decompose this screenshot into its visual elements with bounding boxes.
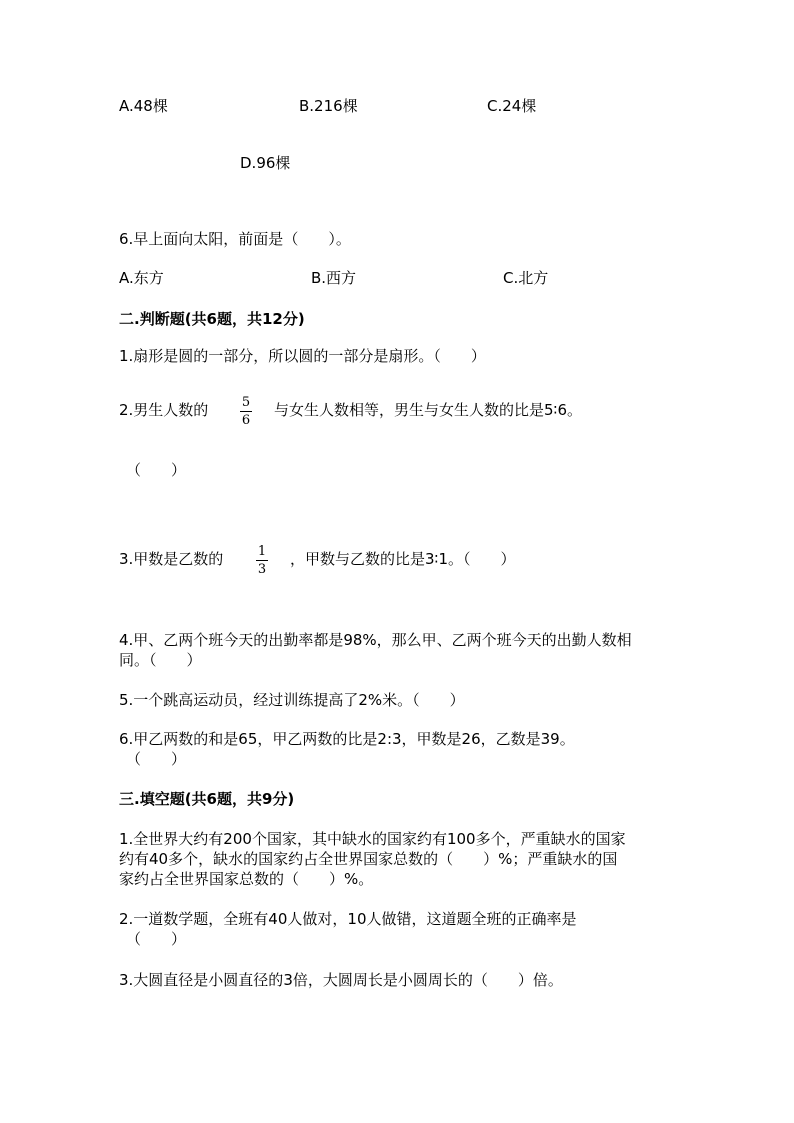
s3-q1-line3: 家约占全世界国家总数的（ ）%。: [119, 870, 374, 888]
s3-q2: [119, 909, 679, 949]
fraction-bar: [256, 560, 268, 561]
s2-q3-after: ，甲数与乙数的比是3∶1。（ ）: [290, 550, 516, 568]
q5-option-c: C.24棵: [487, 97, 537, 115]
s3-q2-line1: 2.一道数学题，全班有40人做对，10人做错，这道题全班的正确率是: [119, 910, 577, 928]
s3-q1: [119, 829, 679, 889]
s2-q3-before: 3.甲数是乙数的: [119, 550, 224, 568]
s2-q4: [119, 630, 679, 670]
q6-option-a: A.东方: [119, 269, 164, 287]
fraction-denominator: 3: [257, 562, 267, 577]
s2-q2-before: 2.男生人数的: [119, 401, 209, 419]
q6-option-c: C.北方: [503, 269, 549, 287]
s3-q1-line1: 1.全世界大约有200个国家，其中缺水的国家约有100多个，严重缺水的国家: [119, 830, 626, 848]
q6-stem: 6.早上面向太阳，前面是（ ）。: [119, 230, 351, 248]
q5-option-b: B.216棵: [299, 97, 358, 115]
s2-q6-line1: 6.甲乙两数的和是65，甲乙两数的比是2:3，甲数是26，乙数是39。: [119, 730, 575, 748]
s3-q2-line2: （ ）: [126, 930, 187, 948]
q6-option-b: B.西方: [311, 269, 357, 287]
s2-q4-line2: 同。（ ）: [119, 651, 202, 669]
fraction-denominator: 6: [241, 413, 251, 428]
s2-q1: 1.扇形是圆的一部分，所以圆的一部分是扇形。（ ）: [119, 347, 486, 365]
section3-heading: 三.填空题(共6题，共9分): [119, 790, 295, 808]
s2-q4-line1: 4.甲、乙两个班今天的出勤率都是98%，那么甲、乙两个班今天的出勤人数相: [119, 631, 632, 649]
fraction-numerator: 5: [241, 395, 251, 410]
s2-q2-after: 与女生人数相等，男生与女生人数的比是5∶6。: [274, 401, 582, 419]
s3-q3: 3.大圆直径是小圆直径的3倍，大圆周长是小圆周长的（ ）倍。: [119, 971, 563, 989]
s2-q6: [119, 729, 679, 769]
s2-q2-fraction: [238, 395, 254, 428]
s2-q2-blank: （ ）: [126, 461, 187, 479]
q5-option-a: A.48棵: [119, 97, 168, 115]
fraction-bar: [240, 411, 252, 412]
s2-q6-line2: （ ）: [126, 750, 187, 768]
s2-q5: 5.一个跳高运动员，经过训练提高了2%米。（ ）: [119, 691, 465, 709]
fraction-numerator: 1: [257, 544, 267, 559]
s2-q3-fraction: [254, 544, 270, 577]
s3-q1-line2: 约有40多个，缺水的国家约占全世界国家总数的（ ）%；严重缺水的国: [119, 850, 618, 868]
section2-heading: 二.判断题(共6题，共12分): [119, 310, 305, 328]
q5-option-d: D.96棵: [240, 154, 291, 172]
